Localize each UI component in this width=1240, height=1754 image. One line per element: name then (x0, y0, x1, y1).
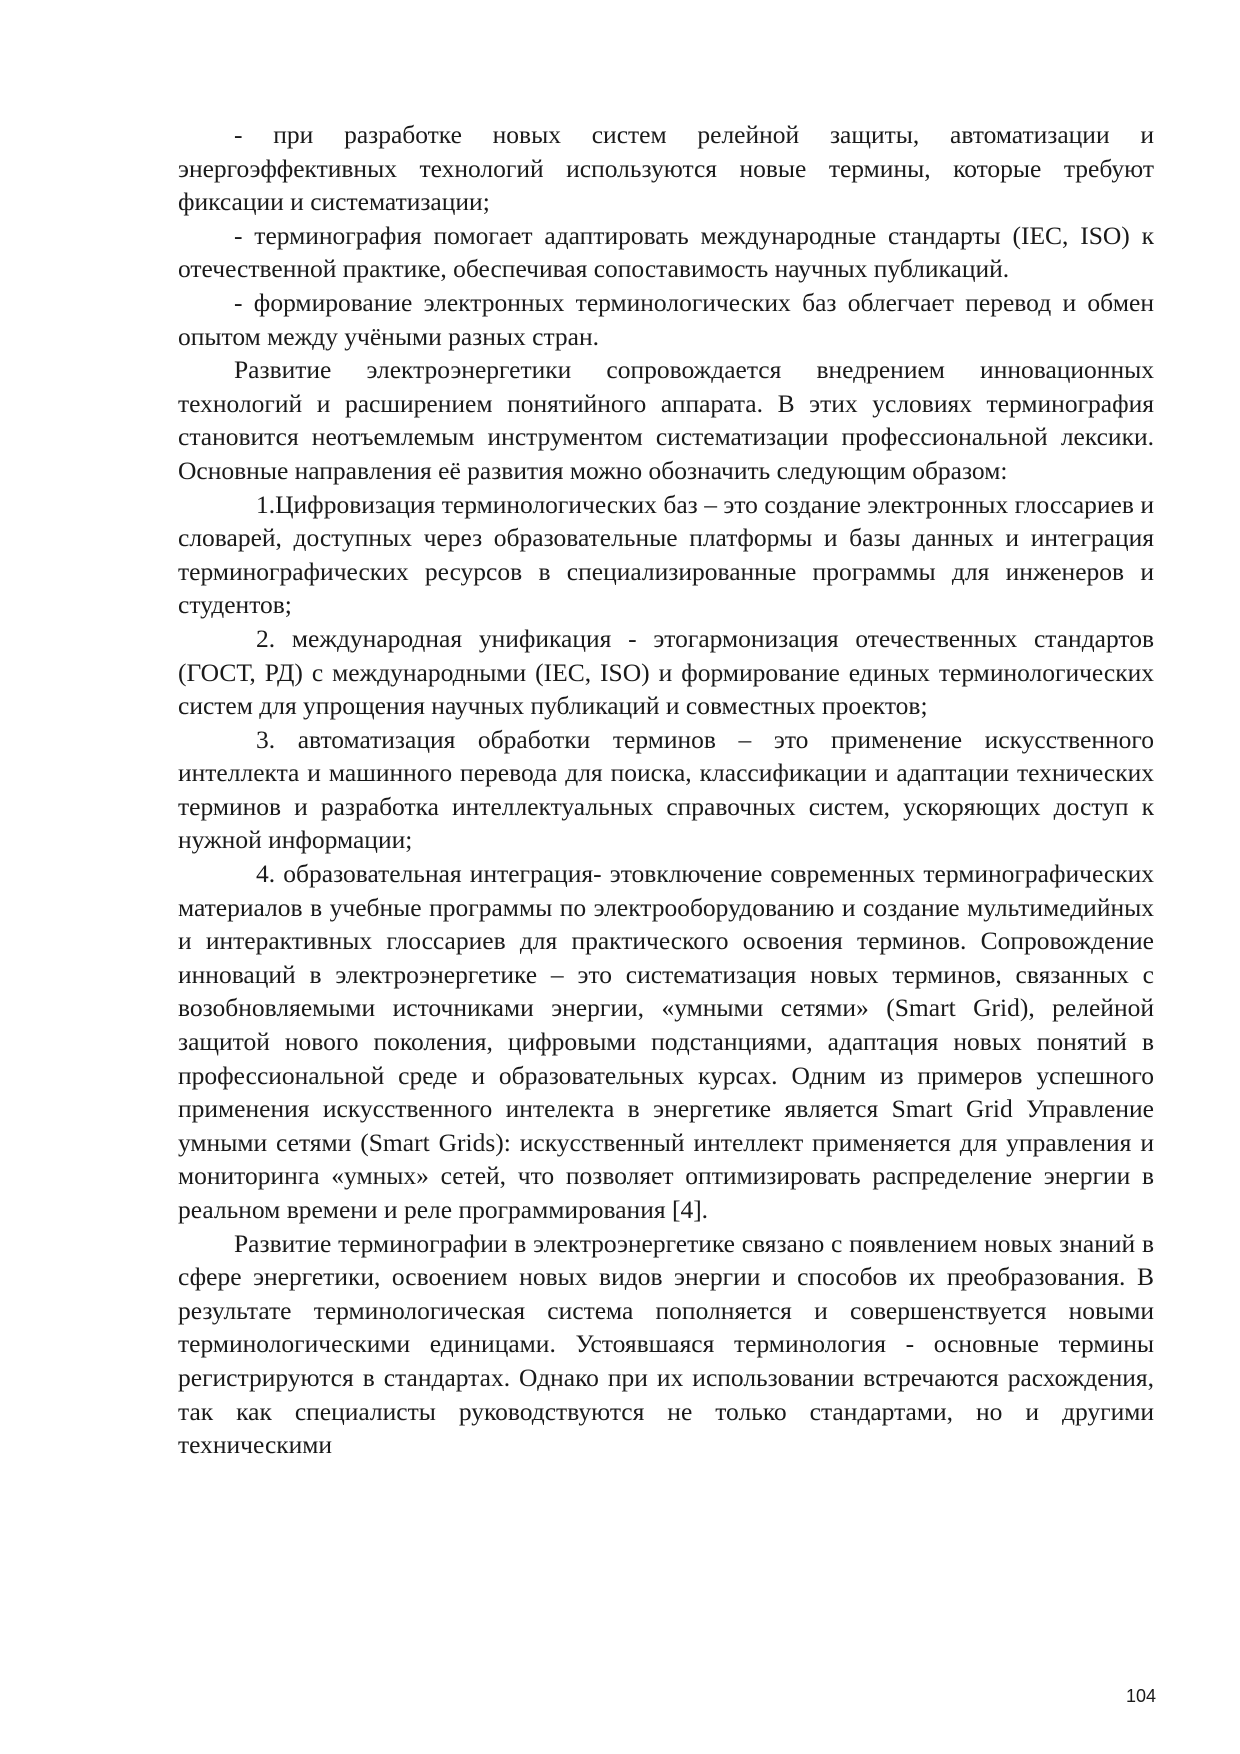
document-body (178, 118, 1154, 1462)
paragraph-bullet-1: - при разработке новых систем релейной защиты, автоматизации и энергоэффективных технологий используются новые термины, которые требуют фиксации и систематизации; (178, 120, 1154, 217)
paragraph-item-1: 1.Цифровизация терминологических баз – это создание электронных глоссариев и словарей, доступных через образовательные платформы и базы данных и интеграция терминографических ресурсов в специализированные программы для инженеров и студентов; (178, 489, 1154, 620)
paragraph-development: Развитие электроэнергетики сопровождается внедрением инновационных технологий и расширением понятийного аппарата. В этих условиях терминография становится неотъемлемым инструментом систематизации профессиональной лексики. Основные направления её развития можно обозначить следующим образом: (178, 355, 1154, 485)
paragraph-bullet-2: - терминография помогает адаптировать международные стандарты (IEC, ISO) к отечественной практике, обеспечивая сопоставимость научных публикаций. (178, 220, 1154, 284)
paragraph-terminography: Развитие терминографии в электроэнергетике связано с появлением новых знаний в сфере энергетики, освоением новых видов энергии и способов их преобразования. В результате терминологическая система пополняется и совершенствуется новыми терминологическими единицами. Устоявшаяся терминология - основные термины регистрируются в стандартах. Однако при их использовании встречаются расхождения, так как специалисты руководствуются не только стандартами, но и другими техническими (178, 1228, 1154, 1460)
paragraph-item-3: 3. автоматизация обработки терминов – это применение искусственного интеллекта и машинного перевода для поиска, классификации и адаптации технических терминов и разработка интеллектуальных справочных систем, ускоряющих доступ к нужной информации; (178, 724, 1154, 855)
page-number: 104 (1125, 1686, 1156, 1706)
paragraph-bullet-3: - формирование электронных терминологических баз облегчает перевод и обмен опытом между учёными разных стран. (178, 287, 1154, 351)
paragraph-item-2: 2. международная унификация - этогармонизация отечественных стандартов (ГОСТ, РД) с международными (IEC, ISO) и формирование единых терминологических систем для упрощения научных публикаций и совместных проектов; (178, 623, 1154, 721)
paragraph-item-4: 4. образовательная интеграция- этовключение современных терминографических материалов в учебные программы по электрооборудованию и создание мультимедийных и интерактивных глоссариев для практического освоения терминов. Сопровождение инноваций в электроэнергетике – это систематизация новых терминов, связанных с возобновляемыми источниками энергии, «умными сетями» (Smart Grid), релейной защитой нового поколения, цифровыми подстанциями, адаптация новых понятий в профессиональной среде и образовательных курсах. Одним из примеров успешного применения искусственного интелекта в энергетике является Smart Grid Управление умными сетями (Smart Grids): искусственный интеллект применяется для управления и мониторинга «умных» сетей, что позволяет оптимизировать распределение энергии в реальном времени и реле программирования [4]. (178, 859, 1154, 1224)
